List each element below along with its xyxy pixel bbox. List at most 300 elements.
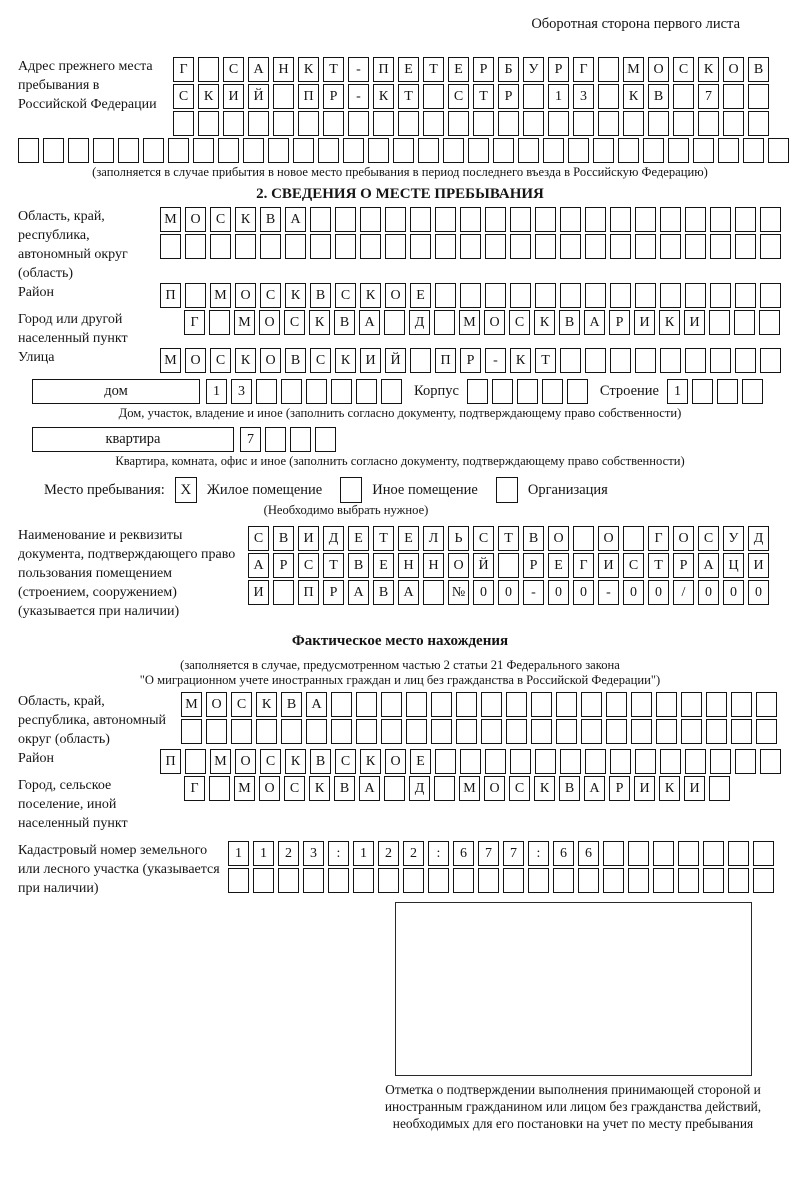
char-box[interactable]: О — [598, 526, 619, 551]
char-box[interactable]: К — [360, 749, 381, 774]
char-box[interactable]: 1 — [548, 84, 569, 109]
char-box[interactable] — [606, 719, 627, 744]
char-box[interactable]: М — [181, 692, 202, 717]
char-box[interactable] — [460, 207, 481, 232]
char-box[interactable]: 0 — [498, 580, 519, 605]
char-box[interactable]: О — [548, 526, 569, 551]
char-box[interactable]: : — [528, 841, 549, 866]
char-box[interactable] — [748, 111, 769, 136]
char-box[interactable]: Г — [184, 310, 205, 335]
char-box[interactable] — [168, 138, 189, 163]
char-box[interactable]: М — [160, 348, 181, 373]
char-box[interactable]: 0 — [548, 580, 569, 605]
char-box[interactable] — [492, 379, 513, 404]
char-box[interactable]: 6 — [578, 841, 599, 866]
char-box[interactable]: - — [348, 57, 369, 82]
char-box[interactable] — [685, 283, 706, 308]
char-box[interactable]: В — [310, 749, 331, 774]
char-box[interactable]: О — [235, 749, 256, 774]
char-box[interactable]: А — [348, 580, 369, 605]
char-box[interactable]: 1 — [206, 379, 227, 404]
char-box[interactable]: 2 — [278, 841, 299, 866]
char-box[interactable]: И — [248, 580, 269, 605]
char-box[interactable] — [631, 719, 652, 744]
char-box[interactable]: С — [509, 310, 530, 335]
char-box[interactable] — [735, 348, 756, 373]
char-box[interactable] — [628, 868, 649, 893]
char-box[interactable]: 0 — [723, 580, 744, 605]
char-box[interactable]: Р — [609, 310, 630, 335]
char-box[interactable]: А — [359, 310, 380, 335]
residential-premises-checkbox[interactable]: X — [175, 477, 197, 503]
char-box[interactable] — [703, 841, 724, 866]
char-box[interactable] — [760, 207, 781, 232]
char-box[interactable]: А — [248, 553, 269, 578]
char-box[interactable]: Т — [498, 526, 519, 551]
char-box[interactable] — [384, 310, 405, 335]
char-box[interactable] — [510, 749, 531, 774]
char-box[interactable]: П — [298, 84, 319, 109]
char-box[interactable] — [381, 692, 402, 717]
char-box[interactable] — [635, 348, 656, 373]
char-box[interactable] — [610, 749, 631, 774]
char-box[interactable] — [710, 283, 731, 308]
char-box[interactable] — [506, 719, 527, 744]
char-box[interactable]: О — [235, 283, 256, 308]
char-box[interactable]: В — [559, 776, 580, 801]
char-box[interactable]: И — [684, 776, 705, 801]
char-box[interactable] — [448, 111, 469, 136]
char-box[interactable] — [434, 776, 455, 801]
char-box[interactable] — [481, 719, 502, 744]
char-box[interactable]: О — [185, 207, 206, 232]
char-box[interactable]: С — [248, 526, 269, 551]
char-box[interactable] — [731, 719, 752, 744]
char-box[interactable] — [385, 234, 406, 259]
char-box[interactable]: - — [598, 580, 619, 605]
char-box[interactable] — [348, 111, 369, 136]
char-box[interactable] — [335, 207, 356, 232]
char-box[interactable]: И — [748, 553, 769, 578]
char-box[interactable] — [410, 234, 431, 259]
char-box[interactable] — [585, 348, 606, 373]
char-box[interactable]: Р — [609, 776, 630, 801]
char-box[interactable]: Д — [748, 526, 769, 551]
char-box[interactable]: О — [723, 57, 744, 82]
char-box[interactable] — [273, 580, 294, 605]
char-box[interactable] — [685, 207, 706, 232]
char-box[interactable]: М — [210, 283, 231, 308]
char-box[interactable]: А — [398, 580, 419, 605]
char-box[interactable] — [759, 310, 780, 335]
char-box[interactable] — [610, 207, 631, 232]
char-box[interactable]: 3 — [231, 379, 252, 404]
char-box[interactable] — [573, 526, 594, 551]
char-box[interactable]: Р — [548, 57, 569, 82]
char-box[interactable]: Е — [410, 283, 431, 308]
char-box[interactable]: М — [234, 776, 255, 801]
char-box[interactable]: Л — [423, 526, 444, 551]
char-box[interactable] — [756, 692, 777, 717]
char-box[interactable]: П — [298, 580, 319, 605]
char-box[interactable] — [735, 207, 756, 232]
char-box[interactable] — [360, 234, 381, 259]
char-box[interactable]: 1 — [253, 841, 274, 866]
char-box[interactable] — [585, 207, 606, 232]
char-box[interactable] — [68, 138, 89, 163]
char-box[interactable] — [542, 379, 563, 404]
char-box[interactable] — [510, 283, 531, 308]
char-box[interactable]: В — [281, 692, 302, 717]
char-box[interactable] — [273, 84, 294, 109]
char-box[interactable]: 1 — [228, 841, 249, 866]
char-box[interactable] — [681, 719, 702, 744]
char-box[interactable]: В — [523, 526, 544, 551]
char-box[interactable] — [373, 111, 394, 136]
char-box[interactable]: / — [673, 580, 694, 605]
char-box[interactable] — [760, 283, 781, 308]
char-box[interactable]: П — [435, 348, 456, 373]
char-box[interactable]: К — [534, 310, 555, 335]
char-box[interactable] — [653, 841, 674, 866]
char-box[interactable] — [118, 138, 139, 163]
char-box[interactable]: К — [285, 283, 306, 308]
char-box[interactable] — [760, 348, 781, 373]
char-box[interactable] — [560, 283, 581, 308]
char-box[interactable] — [753, 841, 774, 866]
char-box[interactable]: П — [160, 749, 181, 774]
char-box[interactable]: И — [360, 348, 381, 373]
char-box[interactable]: - — [348, 84, 369, 109]
char-box[interactable]: С — [335, 749, 356, 774]
char-box[interactable] — [768, 138, 789, 163]
char-box[interactable]: О — [259, 310, 280, 335]
char-box[interactable]: 0 — [573, 580, 594, 605]
char-box[interactable] — [560, 207, 581, 232]
char-box[interactable] — [681, 692, 702, 717]
char-box[interactable] — [398, 111, 419, 136]
char-box[interactable]: О — [648, 57, 669, 82]
char-box[interactable]: А — [584, 310, 605, 335]
char-box[interactable] — [560, 749, 581, 774]
char-box[interactable]: М — [210, 749, 231, 774]
char-box[interactable] — [185, 234, 206, 259]
char-box[interactable] — [543, 138, 564, 163]
char-box[interactable] — [628, 841, 649, 866]
char-box[interactable]: К — [235, 348, 256, 373]
char-box[interactable]: Й — [473, 553, 494, 578]
char-box[interactable]: Е — [398, 526, 419, 551]
char-box[interactable] — [585, 749, 606, 774]
char-box[interactable]: Д — [409, 776, 430, 801]
char-box[interactable]: 1 — [353, 841, 374, 866]
char-box[interactable] — [356, 379, 377, 404]
char-box[interactable]: С — [698, 526, 719, 551]
char-box[interactable] — [331, 379, 352, 404]
char-box[interactable]: В — [648, 84, 669, 109]
char-box[interactable] — [281, 379, 302, 404]
char-box[interactable] — [581, 692, 602, 717]
char-box[interactable] — [518, 138, 539, 163]
char-box[interactable]: Т — [648, 553, 669, 578]
char-box[interactable] — [431, 692, 452, 717]
char-box[interactable]: 7 — [478, 841, 499, 866]
char-box[interactable]: Й — [385, 348, 406, 373]
char-box[interactable] — [478, 868, 499, 893]
char-box[interactable] — [528, 868, 549, 893]
char-box[interactable] — [706, 692, 727, 717]
char-box[interactable] — [635, 749, 656, 774]
char-box[interactable]: К — [235, 207, 256, 232]
char-box[interactable] — [535, 234, 556, 259]
char-box[interactable] — [623, 526, 644, 551]
char-box[interactable] — [315, 427, 336, 452]
char-box[interactable]: Р — [323, 84, 344, 109]
char-box[interactable] — [673, 84, 694, 109]
char-box[interactable] — [456, 692, 477, 717]
char-box[interactable] — [198, 111, 219, 136]
char-box[interactable] — [660, 348, 681, 373]
char-box[interactable] — [578, 868, 599, 893]
char-box[interactable] — [635, 207, 656, 232]
char-box[interactable]: К — [309, 776, 330, 801]
char-box[interactable] — [656, 692, 677, 717]
char-box[interactable]: № — [448, 580, 469, 605]
char-box[interactable]: К — [309, 310, 330, 335]
char-box[interactable] — [384, 776, 405, 801]
char-box[interactable]: С — [210, 348, 231, 373]
char-box[interactable] — [235, 234, 256, 259]
char-box[interactable]: О — [185, 348, 206, 373]
char-box[interactable]: 6 — [453, 841, 474, 866]
char-box[interactable] — [410, 348, 431, 373]
char-box[interactable] — [510, 234, 531, 259]
char-box[interactable]: 7 — [240, 427, 261, 452]
char-box[interactable]: И — [598, 553, 619, 578]
char-box[interactable]: М — [459, 776, 480, 801]
char-box[interactable] — [760, 749, 781, 774]
char-box[interactable]: : — [428, 841, 449, 866]
char-box[interactable]: А — [584, 776, 605, 801]
char-box[interactable]: И — [634, 310, 655, 335]
char-box[interactable] — [743, 138, 764, 163]
char-box[interactable] — [635, 234, 656, 259]
char-box[interactable]: Й — [248, 84, 269, 109]
char-box[interactable]: 2 — [403, 841, 424, 866]
char-box[interactable]: О — [484, 776, 505, 801]
char-box[interactable] — [678, 868, 699, 893]
char-box[interactable] — [556, 719, 577, 744]
char-box[interactable] — [228, 868, 249, 893]
char-box[interactable]: 7 — [503, 841, 524, 866]
char-box[interactable]: К — [335, 348, 356, 373]
char-box[interactable]: Р — [473, 57, 494, 82]
char-box[interactable] — [748, 84, 769, 109]
char-box[interactable] — [710, 749, 731, 774]
char-box[interactable]: Ц — [723, 553, 744, 578]
char-box[interactable]: Р — [323, 580, 344, 605]
char-box[interactable]: С — [223, 57, 244, 82]
char-box[interactable] — [673, 111, 694, 136]
char-box[interactable] — [460, 234, 481, 259]
char-box[interactable] — [493, 138, 514, 163]
char-box[interactable]: Г — [184, 776, 205, 801]
char-box[interactable] — [728, 868, 749, 893]
char-box[interactable]: В — [260, 207, 281, 232]
char-box[interactable] — [265, 427, 286, 452]
char-box[interactable] — [318, 138, 339, 163]
char-box[interactable] — [742, 379, 763, 404]
organization-checkbox[interactable] — [496, 477, 518, 503]
char-box[interactable] — [598, 111, 619, 136]
char-box[interactable] — [273, 111, 294, 136]
char-box[interactable] — [753, 868, 774, 893]
char-box[interactable]: В — [273, 526, 294, 551]
char-box[interactable] — [473, 111, 494, 136]
char-box[interactable]: Б — [498, 57, 519, 82]
other-premises-checkbox[interactable] — [340, 477, 362, 503]
char-box[interactable]: С — [623, 553, 644, 578]
char-box[interactable]: С — [448, 84, 469, 109]
char-box[interactable]: В — [334, 310, 355, 335]
char-box[interactable] — [610, 283, 631, 308]
char-box[interactable] — [481, 692, 502, 717]
char-box[interactable] — [328, 868, 349, 893]
char-box[interactable]: И — [634, 776, 655, 801]
char-box[interactable] — [698, 111, 719, 136]
char-box[interactable] — [18, 138, 39, 163]
char-box[interactable] — [567, 379, 588, 404]
char-box[interactable]: К — [256, 692, 277, 717]
char-box[interactable] — [635, 283, 656, 308]
char-box[interactable] — [498, 553, 519, 578]
char-box[interactable] — [548, 111, 569, 136]
char-box[interactable]: В — [334, 776, 355, 801]
char-box[interactable] — [503, 868, 524, 893]
char-box[interactable]: А — [359, 776, 380, 801]
char-box[interactable] — [610, 234, 631, 259]
char-box[interactable]: Т — [323, 553, 344, 578]
char-box[interactable] — [585, 234, 606, 259]
char-box[interactable] — [510, 207, 531, 232]
char-box[interactable] — [603, 868, 624, 893]
char-box[interactable]: О — [448, 553, 469, 578]
char-box[interactable]: Д — [323, 526, 344, 551]
char-box[interactable] — [209, 776, 230, 801]
char-box[interactable]: А — [285, 207, 306, 232]
char-box[interactable] — [656, 719, 677, 744]
char-box[interactable]: М — [459, 310, 480, 335]
char-box[interactable]: М — [234, 310, 255, 335]
char-box[interactable]: - — [485, 348, 506, 373]
char-box[interactable]: У — [523, 57, 544, 82]
char-box[interactable] — [643, 138, 664, 163]
char-box[interactable]: К — [534, 776, 555, 801]
char-box[interactable]: Т — [473, 84, 494, 109]
char-box[interactable]: О — [260, 348, 281, 373]
char-box[interactable] — [460, 283, 481, 308]
char-box[interactable]: К — [623, 84, 644, 109]
char-box[interactable]: В — [310, 283, 331, 308]
char-box[interactable]: Е — [448, 57, 469, 82]
char-box[interactable]: К — [659, 776, 680, 801]
char-box[interactable] — [281, 719, 302, 744]
char-box[interactable] — [685, 749, 706, 774]
char-box[interactable] — [710, 207, 731, 232]
char-box[interactable]: 3 — [573, 84, 594, 109]
char-box[interactable] — [653, 868, 674, 893]
char-box[interactable] — [703, 868, 724, 893]
char-box[interactable] — [556, 692, 577, 717]
char-box[interactable] — [368, 138, 389, 163]
char-box[interactable]: - — [523, 580, 544, 605]
char-box[interactable]: У — [723, 526, 744, 551]
char-box[interactable] — [760, 234, 781, 259]
char-box[interactable]: С — [260, 749, 281, 774]
char-box[interactable] — [198, 57, 219, 82]
char-box[interactable] — [706, 719, 727, 744]
char-box[interactable] — [467, 379, 488, 404]
char-box[interactable]: С — [210, 207, 231, 232]
char-box[interactable] — [310, 234, 331, 259]
char-box[interactable] — [523, 84, 544, 109]
char-box[interactable] — [560, 234, 581, 259]
char-box[interactable]: О — [259, 776, 280, 801]
char-box[interactable] — [453, 868, 474, 893]
char-box[interactable] — [456, 719, 477, 744]
char-box[interactable]: И — [298, 526, 319, 551]
char-box[interactable] — [423, 580, 444, 605]
char-box[interactable]: С — [673, 57, 694, 82]
char-box[interactable] — [356, 692, 377, 717]
char-box[interactable] — [160, 234, 181, 259]
char-box[interactable] — [431, 719, 452, 744]
char-box[interactable] — [468, 138, 489, 163]
char-box[interactable]: С — [310, 348, 331, 373]
char-box[interactable]: В — [373, 580, 394, 605]
char-box[interactable]: С — [335, 283, 356, 308]
char-box[interactable]: Т — [423, 57, 444, 82]
char-box[interactable] — [209, 310, 230, 335]
char-box[interactable] — [210, 234, 231, 259]
char-box[interactable] — [603, 841, 624, 866]
char-box[interactable] — [381, 379, 402, 404]
char-box[interactable] — [485, 283, 506, 308]
char-box[interactable] — [598, 57, 619, 82]
char-box[interactable]: Г — [573, 553, 594, 578]
char-box[interactable]: К — [510, 348, 531, 373]
char-box[interactable] — [253, 868, 274, 893]
char-box[interactable]: С — [473, 526, 494, 551]
char-box[interactable]: Е — [548, 553, 569, 578]
char-box[interactable]: О — [673, 526, 694, 551]
char-box[interactable] — [268, 138, 289, 163]
char-box[interactable] — [709, 310, 730, 335]
char-box[interactable]: Е — [398, 57, 419, 82]
char-box[interactable]: Г — [173, 57, 194, 82]
char-box[interactable] — [435, 234, 456, 259]
char-box[interactable]: Р — [273, 553, 294, 578]
char-box[interactable]: П — [373, 57, 394, 82]
char-box[interactable] — [585, 283, 606, 308]
char-box[interactable] — [43, 138, 64, 163]
char-box[interactable] — [735, 234, 756, 259]
char-box[interactable] — [523, 111, 544, 136]
char-box[interactable]: Т — [398, 84, 419, 109]
char-box[interactable] — [143, 138, 164, 163]
char-box[interactable]: В — [285, 348, 306, 373]
char-box[interactable] — [734, 310, 755, 335]
